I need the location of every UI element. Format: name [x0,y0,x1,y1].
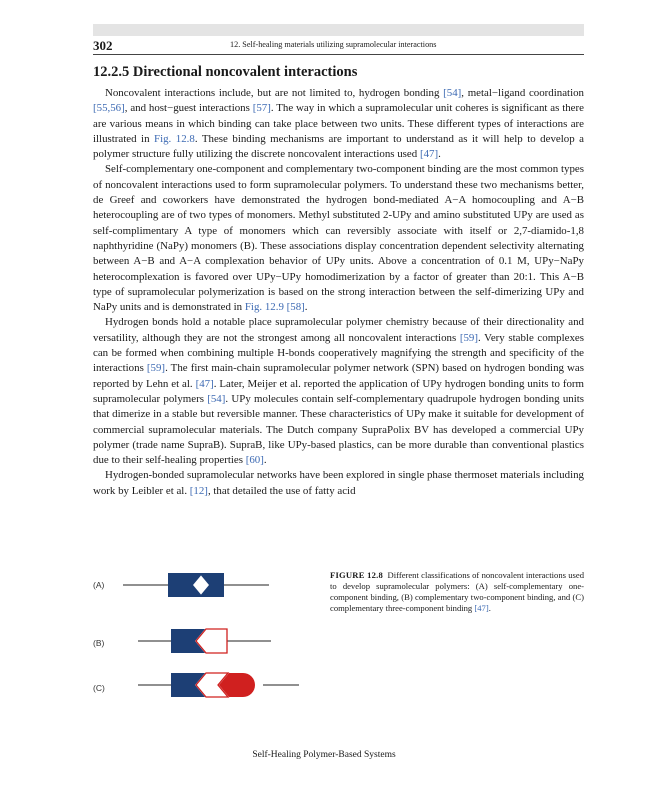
text: . [263,454,267,467]
book-title-footer: Self-Healing Polymer-Based Systems [252,750,396,760]
binding-diagram [93,568,323,708]
unit-a-right [199,573,224,597]
citation-link[interactable]: [47] [195,377,214,390]
section-title: 12.2.5 Directional noncovalent interactions [93,64,358,80]
caption-text: Different classifications of noncovalent interactions used to develop supramolecular polymers: (A) self-complementary one-component binding, (B) complementary two-component binding, and (C) complementary three-component binding [330,570,584,613]
text: . Later, Meijer et al. reported the application of UPy hydrogen bonding units to form supramolecular polymers [93,377,584,405]
figure-link[interactable]: Fig. 12.8 [154,132,195,145]
text: Self-complementary one-component and complementary two-component binding are the most common types of noncovalent interactions used to form supramolecular polymers. To understand these two mechanisms better, de Greef and coworkers have demonstrated the hydrogen bond-mediated A−A homocoupling and A−B heterocoupling are of two types of monomers. Methyl substituted 2-UPy and amino substituted UPy are used as self-complimentary A type of monomers which can reversibly associate with itself or 2,7-diamido-1,8 naphthyridine (NaPy) monomers (B). These associations display concentration dependent selectivity alternating between A−B and A−A complexation behavior of UPy units. Above a concentration of 0.1 M, UPy−NaPy heterocomplexation is favored over UPy−UPy homodimerization by a factor of greater than 20:1. This A−B type of supramolecular polymerization is based on the strong interaction between the self-dimerizing UPy and NaPy units and is demonstrated in [93,163,584,314]
text: Hydrogen-bonded supramolecular networks have been explored in single phase thermoset materials including work by Leibler et al. [93,469,584,497]
text: , that detailed the use of fatty acid [207,484,356,497]
panel-label-b: (B) [93,638,105,648]
citation-link[interactable]: [47] [474,603,489,613]
text: Hydrogen bonds hold a notable place supramolecular polymer chemistry because of their directionality and versatility, although they are not the strongest among all noncovalent interactions [93,316,584,344]
citation-link[interactable]: [12] [189,484,208,497]
text: . [438,148,441,161]
page-number: 302 [93,38,113,53]
figure-caption [330,570,584,614]
paragraph-2 [93,162,584,315]
page-header [93,38,584,55]
text: . Very stable complexes can be formed when combining multiple H-bonds cooperatively magnifying the strength and specificity of the interactions [93,331,584,375]
citation-link[interactable]: [60] [245,454,264,467]
citation-link[interactable]: [54] [207,392,226,405]
text: . [304,301,308,314]
text: , metal−ligand coordination [461,87,584,99]
citation-link[interactable]: [58] [286,301,305,314]
paragraph-4 [93,468,584,499]
caption-end: . [488,603,491,613]
text: Noncovalent interactions include, but are not limited to, hydrogen bonding [105,87,444,99]
text: . UPy molecules contain self-complementary quadrupole hydrogen bonding units that dimerize in a stable but reversible manner. These characteristics of UPy make it suitable for development of commercial supramolecular materials. The Dutch company SupraPolix BV has developed a commercial UPy polymer (trade name SupraB). SupraB, like UPy-based plastics, can be more durable than conventional plastics due to their self-healing properties [93,392,585,467]
citation-link[interactable]: [59] [459,331,479,344]
unit-a-left [168,573,203,597]
text: . These binding mechanisms are important to understand as it will help to develop a polymer structure fully utilizing the discrete noncovalent interactions used [93,132,584,161]
paragraph-1 [93,86,584,162]
figure-12-8 [93,568,584,708]
paragraph-3 [93,315,584,468]
running-title: 12. Self-healing materials utilizing supramolecular interactions [230,40,437,49]
figure-link[interactable]: Fig. 12.9 [244,301,284,314]
panel-label-a: (A) [93,580,105,590]
citation-link[interactable]: [59] [146,362,166,375]
text: , and host−guest interactions [124,102,253,115]
citation-link[interactable]: [55,56] [93,102,125,115]
citation-link[interactable]: [47] [419,148,439,161]
text: . The first main-chain supramolecular polymer network (SPN) based on hydrogen bonding was reported by Lehn et al. [93,362,584,390]
caption-label: FIGURE 12.8 [330,570,383,580]
top-gray-bar [93,24,584,36]
body-text [93,86,584,499]
citation-link[interactable]: [57] [252,102,271,115]
citation-link[interactable]: [54] [443,87,462,99]
panel-label-c: (C) [93,683,105,693]
text: . The way in which a supramolecular unit coheres is significant as there are various means in which binding can take place between two units. These different types of interactions are illustrated in [93,102,584,145]
